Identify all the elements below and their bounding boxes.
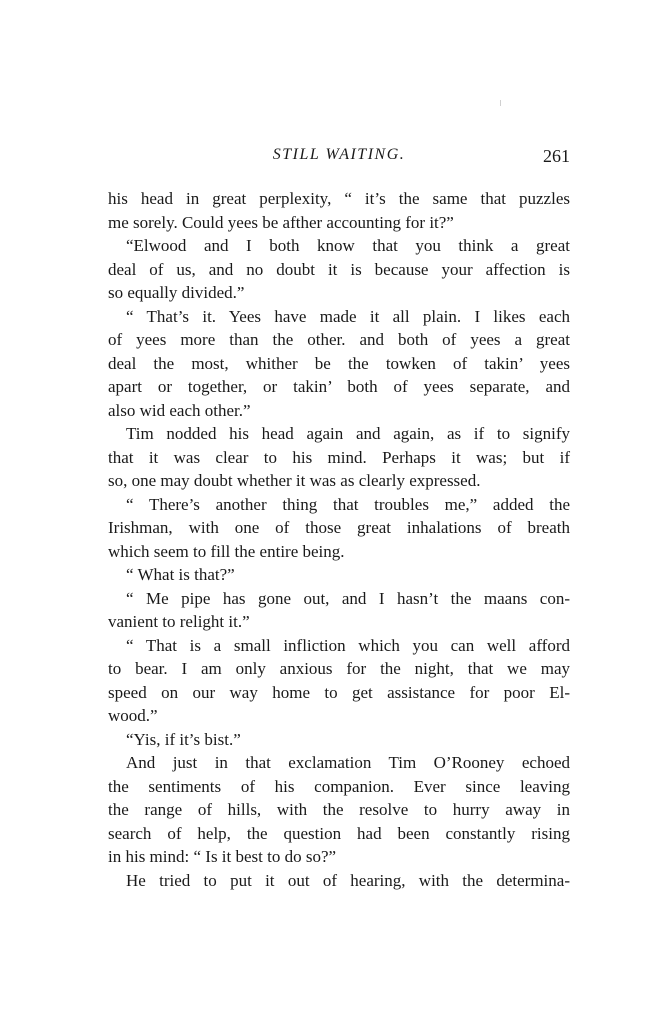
running-title: STILL WAITING. xyxy=(272,146,406,163)
text-line: me sorely. Could yees be afther accounting for it?” xyxy=(108,212,454,232)
text-line: in his mind: “ Is it best to do so?” xyxy=(108,847,337,866)
text-line: so, one may doubt whether it was as clearly expressed. xyxy=(108,471,481,490)
text-line: the range of hills, with the resolve to hurry away in xyxy=(108,800,570,819)
text-line: “Elwood and I both know that you think a great xyxy=(126,236,570,255)
text-line: of yees more than the other. and both of yees a great xyxy=(108,330,570,349)
text-line: He tried to put it out of hearing, with the determina- xyxy=(126,870,570,890)
text-line: “ Me pipe has gone out, and I hasn’t the maans con- xyxy=(126,588,570,608)
text-line: “ That’s it. Yees have made it all plain. I likes each xyxy=(126,306,570,326)
text-line: And just in that exclamation Tim O’Rooney echoed xyxy=(126,753,570,772)
text-line: “ There’s another thing that troubles me,” added the xyxy=(126,494,570,514)
text-line: deal the most, whither be the towken of takin’ yees xyxy=(108,353,570,373)
page-number: 261 xyxy=(543,146,570,166)
text-line: deal of us, and no doubt it is because your affection is xyxy=(108,259,570,279)
text-line: search of help, the question had been constantly rising xyxy=(108,823,570,843)
text-line: Tim nodded his head again and again, as if to signify xyxy=(126,424,570,443)
text-line: which seem to fill the entire being. xyxy=(108,541,345,561)
text-line: to bear. I am only anxious for the night, that we may xyxy=(108,659,570,678)
body-text xyxy=(108,187,570,892)
text-line: apart or together, or takin’ both of yees separate, and xyxy=(108,377,570,396)
text-line: vanient to relight it.” xyxy=(108,612,250,631)
text-line: speed on our way home to get assistance for poor El- xyxy=(108,682,570,702)
text-line: his head in great perplexity, “ it’s the same that puzzles xyxy=(108,189,570,208)
text-line: that it was clear to his mind. Perhaps it was; but if xyxy=(108,447,570,467)
page-blemish xyxy=(500,100,501,106)
text-line: the sentiments of his companion. Ever since leaving xyxy=(108,776,570,796)
running-head xyxy=(108,146,570,170)
text-line: Irishman, with one of those great inhalations of breath xyxy=(108,518,570,537)
text-line: wood.” xyxy=(108,706,158,725)
text-line: also wid each other.” xyxy=(108,400,251,420)
text-line: “Yis, if it’s bist.” xyxy=(126,729,241,749)
text-line: “ What is that?” xyxy=(126,565,235,584)
text-line: so equally divided.” xyxy=(108,283,245,302)
text-line: “ That is a small infliction which you can well afford xyxy=(126,635,570,655)
